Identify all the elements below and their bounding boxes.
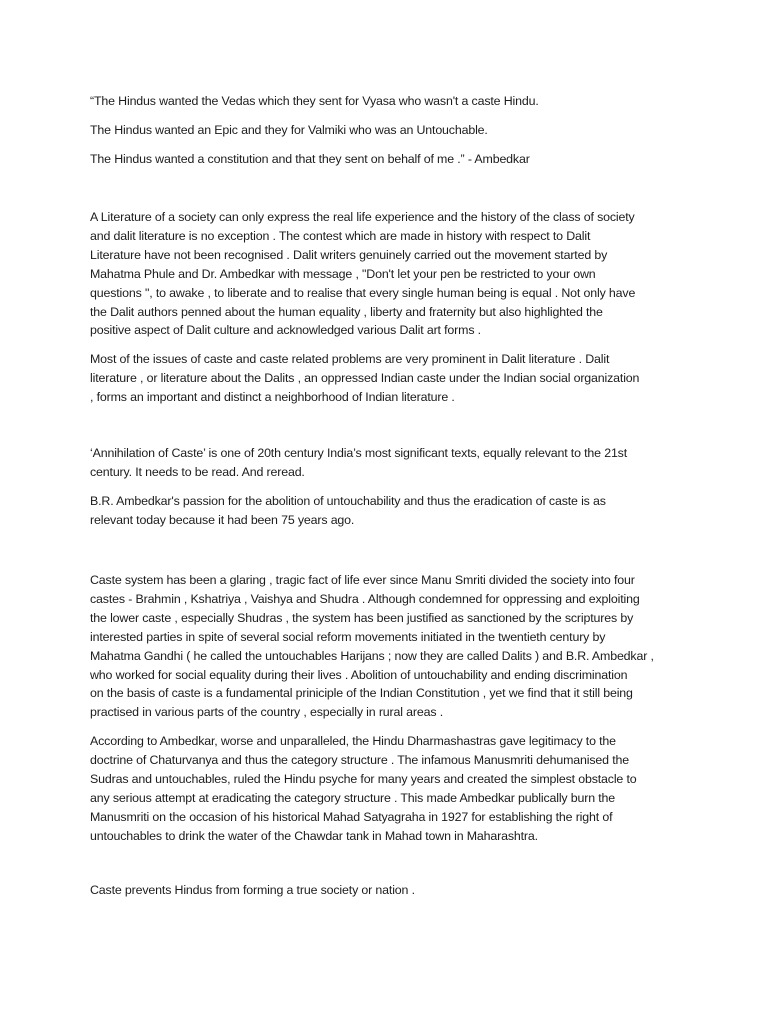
closing-section — [90, 881, 690, 910]
paragraph-caste-prevents: Caste prevents Hindus from forming a true society or nation . — [90, 883, 415, 897]
paragraph-ambedkar-passion: B.R. Ambedkar's passion for the abolition of untouchability and thus the eradication of caste is as relevant today because it had been 75 years ago. — [90, 493, 606, 527]
paragraph-dalit-literature: A Literature of a society can only express the real life experience and the history of the class of society and dalit literature is no exception . The contest which are made in history with respect to Dalit Literature have not been recognised . Dalit writers genuinely carried out the movement started by Mahatma Phule and Dr. Ambedkar with message , "Don't let your pen be restricted to your own questions ", to awake , to liberate and to realise that every single human being is equal . Not only have the Dalit authors penned about the human equality , liberty and fraternity but also highlighted the positive aspect of Dalit culture and acknowledged various Dalit art forms . — [90, 210, 636, 338]
paragraph-dharmashastras: According to Ambedkar, worse and unparalleled, the Hindu Dharmashastras gave legitimacy to the doctrine of Chaturvanya and thus the category structure . The infamous Manusmriti dehumanised the Sudras and untouchables, ruled the Hindu psyche for many years and created the simplest obstacle to any serious attempt at eradicating the category structure . This made Ambedkar publically burn the Manusmriti on the occasion of his historical Mahad Satyagraha in 1927 for establishing the right of untouchables to drink the water of the Chawdar tank in Mahad town in Maharashtra. — [90, 734, 637, 843]
quote-line-vedas: “The Hindus wanted the Vedas which they sent for Vyasa who wasn't a caste Hindu. — [90, 94, 539, 108]
literature-section — [90, 208, 690, 417]
quote-line-epic: The Hindus wanted an Epic and they for Valmiki who was an Untouchable. — [90, 122, 488, 137]
quote-line-constitution: The Hindus wanted a constitution and that they sent on behalf of me .” - Ambedkar — [90, 151, 530, 166]
paragraph-caste-problems: Most of the issues of caste and caste related problems are very prominent in Dalit literature . Dalit literature , or literature about the Dalits , an oppressed Indian caste under the Indian social organization , forms an important and distinct a neighborhood of Indian literature . — [90, 352, 640, 405]
paragraph-caste-system: Caste system has been a glaring , tragic fact of life ever since Manu Smriti divided the society into four castes - Brahmin , Kshatriya , Vaishya and Shudra . Although condemned for oppressing and exploiting the lower caste , especially Shudras , the system has been justified as sanctioned by the scriptures by interested parties in spite of several social reform movements initiated in the twentieth century by Mahatma Gandhi ( he called the untouchables Harijans ; now they are called Dalits ) and B.R. Ambedkar , who worked for social equality during their lives . Abolition of untouchability and ending discrimination on the basis of caste is a fundamental priniciple of the Indian Constitution , yet we find that it still being practised in various parts of the country , especially in rural areas . — [90, 573, 654, 720]
caste-system-section — [90, 571, 690, 856]
quote-block — [90, 92, 690, 179]
paragraph-annihilation-of-caste: ‘Annihilation of Caste’ is one of 20th century India’s most significant texts, equally relevant to the 21st century. It needs to be read. And reread. — [90, 446, 628, 479]
annihilation-section — [90, 444, 690, 540]
